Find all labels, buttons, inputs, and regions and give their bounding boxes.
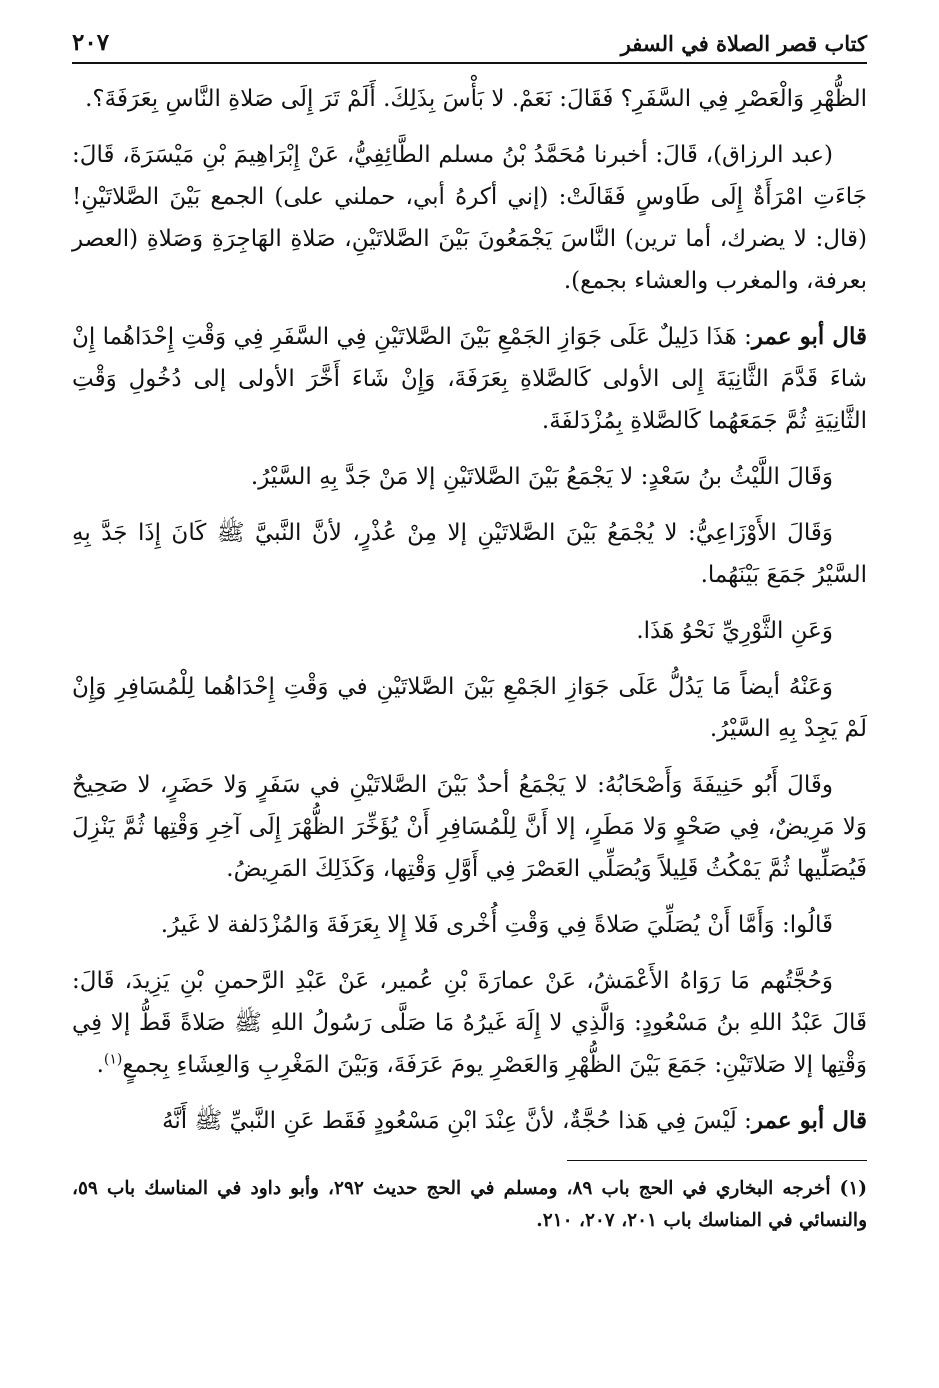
speaker-label: قال أبو عمر — [751, 1107, 867, 1134]
paragraph-5 — [72, 512, 867, 596]
page-number: ٢٠٧ — [72, 29, 110, 56]
paragraph-8 — [72, 764, 867, 890]
paragraph-11 — [72, 1100, 867, 1142]
running-header — [72, 24, 867, 64]
book-page — [72, 24, 867, 1364]
paragraph-text: وَقَالَ الأَوْزَاعِيُّ: لا يُجْمَعُ بَيْنَ الصَّلاتَيْنِ إلا مِنْ عُذْرٍ، لأنَّ النَّبيَّ ﷺ كَانَ إِذَا جَدَّ بِهِ السَّيْرُ جَمَعَ بَيْنَهُما. — [72, 520, 867, 588]
paragraph-text: وَعَنِ الثَّوْرِيِّ نَحْوُ هَذَا. — [636, 618, 833, 644]
main-text — [72, 78, 867, 1142]
paragraph-2 — [72, 134, 867, 302]
paragraph-text: وَعَنْهُ أيضاً مَا يَدُلُّ عَلَى جَوَازِ الجَمْعِ بَيْنَ الصَّلاتَيْنِ في وَقْتِ إِحْدَاهُما لِلْمُسَافِرِ وَإِنْ لَمْ يَجِدْ بِهِ السَّيْرُ. — [72, 674, 867, 742]
paragraph-text: : لَيْسَ فِي هَذا حُجَّةٌ، لأنَّ عِنْدَ ابْنِ مَسْعُودٍ فَقَط عَنِ النَّبيِّ ﷺ أَنَّهُ — [162, 1108, 752, 1134]
footnote-divider — [567, 1160, 867, 1161]
paragraph-7 — [72, 666, 867, 750]
paragraph-9 — [72, 904, 867, 946]
paragraph-text: وَقَالَ اللَّيْثُ بنُ سَعْدٍ: لا يَجْمَعُ بَيْنَ الصَّلاتَيْنِ إلا مَنْ جَدَّ بِهِ السَّيْرُ. — [250, 464, 833, 490]
paragraph-1 — [72, 78, 867, 120]
paragraph-text: وَحُجَّتُهم مَا رَوَاهُ الأَعْمَشُ، عَنْ عمارَةَ بْنِ عُمير، عَنْ عَبْدِ الرَّحمنِ بْنِ يَزِيدَ، قَالَ: قَالَ عَبْدُ اللهِ بنُ مَسْعُودٍ: وَالَّذِي لا إِلَهَ غَيرُهُ مَا صَلَّى رَسُولُ اللهِ ﷺ صَلاةً قَطُّ إلا فِي وَقْتِها إلا صَلاتَيْنِ: جَمَعَ بَيْنَ الظُّهْرِ وَالعَصْرِ يومَ عَرَفَةَ، وَبَيْنَ المَغْرِبِ وَالعِشَاءِ بِجمعٍ — [72, 968, 867, 1078]
paragraph-text: : هَذَا دَلِيلٌ عَلَى جَوَازِ الجَمْعِ بَيْنَ الصَّلاتَيْنِ فِي السَّفَرِ فِي وَقْتِ إِحْدَاهُما إِنْ شاءَ قَدَّمَ الثَّانِيَةَ إِلى الأولى كَالصَّلاةِ بِعَرَفَةَ، وَإِنْ شَاءَ أَخَّرَ الأولى إلى دُخُولِ وَقْتِ الثَّانِيَةِ ثُمَّ جَمَعَهُما كَالصَّلاةِ بِمُزْدَلفَةَ. — [72, 324, 867, 434]
paragraph-6 — [72, 610, 867, 652]
paragraph-text: وقَالَ أَبُو حَنِيفَةَ وَأَصْحَابُهُ: لا يَجْمَعُ أحدٌ بَيْنَ الصَّلاتَيْنِ في سَفَرٍ وَلا حَضَرٍ، لا صَحِيحٌ وَلا مَرِيضٌ، فِي صَحْوٍ وَلا مَطَرٍ، إلا أَنَّ لِلْمُسَافِرِ أَنْ يُؤَخِّرَ الظُّهْرَ إِلَى آخِرِ وَقْتِها ثُمَّ يَنْزِلَ فَيُصَلِّيها ثُمَّ يَمْكُثُ قَلِيلاً وَيُصَلِّي العَصْرَ فِي أَوَّلِ وَقْتِها، وَكَذَلِكَ المَرِيضُ. — [72, 772, 867, 882]
footnote-reference[interactable]: (١) — [103, 1051, 123, 1068]
paragraph-text: قَالُوا: وَأَمَّا أَنْ يُصَلِّيَ صَلاةً فِي وَقْتِ أُخْرى فَلا إِلا بِعَرَفَةَ وَالمُزْدَلفة لا غَيرُ. — [160, 912, 833, 938]
paragraph-text: (عبد الرزاق)، قَالَ: أخبرنا مُحَمَّدُ بْنُ مسلم الطَّائِفِيُّ، عَنْ إِبْرَاهِيمَ بْنِ مَيْسَرَةَ، قَالَ: جَاءَتِ امْرَأَةٌ إِلَى طَاوسٍ فَقَالَتْ: (إني أكرهُ أبي، حملني على) الجمع بَيْنَ الصَّلاتَيْنِ! (قال: لا يضرك، أما ترين) النَّاسَ يَجْمَعُونَ بَيْنَ الصَّلاتَيْنِ، صَلاةِ الهَاجِرَةِ وَصَلاةِ (العصر بعرفة، والمغرب والعشاء بجمع). — [72, 142, 867, 294]
speaker-label: قال أبو عمر — [751, 323, 867, 350]
chapter-title: كتاب قصر الصلاة في السفر — [620, 31, 867, 56]
paragraph-10: وَحُجَّتُهم مَا رَوَاهُ الأَعْمَشُ، عَنْ عمارَةَ بْنِ عُمير، عَنْ عَبْدِ الرَّحمنِ بْنِ يَزِيدَ، قَالَ: قَالَ عَبْدُ اللهِ بنُ مَسْعُودٍ: وَالَّذِي لا إِلَهَ غَيرُهُ مَا صَلَّى رَسُولُ اللهِ ﷺ صَلاةً قَطُّ إلا فِي وَقْتِها إلا صَلاتَيْنِ: جَمَعَ بَيْنَ الظُّهْرِ وَالعَصْرِ يومَ عَرَفَةَ، وَبَيْنَ المَغْرِبِ وَالعِشَاءِ بِجمعٍ$^{(١)}$. — [72, 968, 867, 1078]
paragraph-4 — [72, 456, 867, 498]
footnote: (١) أخرجه البخاري في الحج باب ٨٩، ومسلم في الحج حديث ٢٩٢، وأبو داود في المناسك باب ٥٩، والنسائي في المناسك باب ٢٠١، ٢٠٧، ٢١٠. — [72, 1178, 868, 1231]
paragraph-3 — [72, 316, 867, 442]
paragraph-text: الظُّهْرِ وَالْعَصْرِ فِي السَّفَرِ؟ فَقَالَ: نَعَمْ. لا بَأْسَ بِذَلِكَ. أَلَمْ تَرَ إِلَى صَلاةِ النَّاسِ بِعَرَفَةَ؟. — [85, 86, 867, 112]
